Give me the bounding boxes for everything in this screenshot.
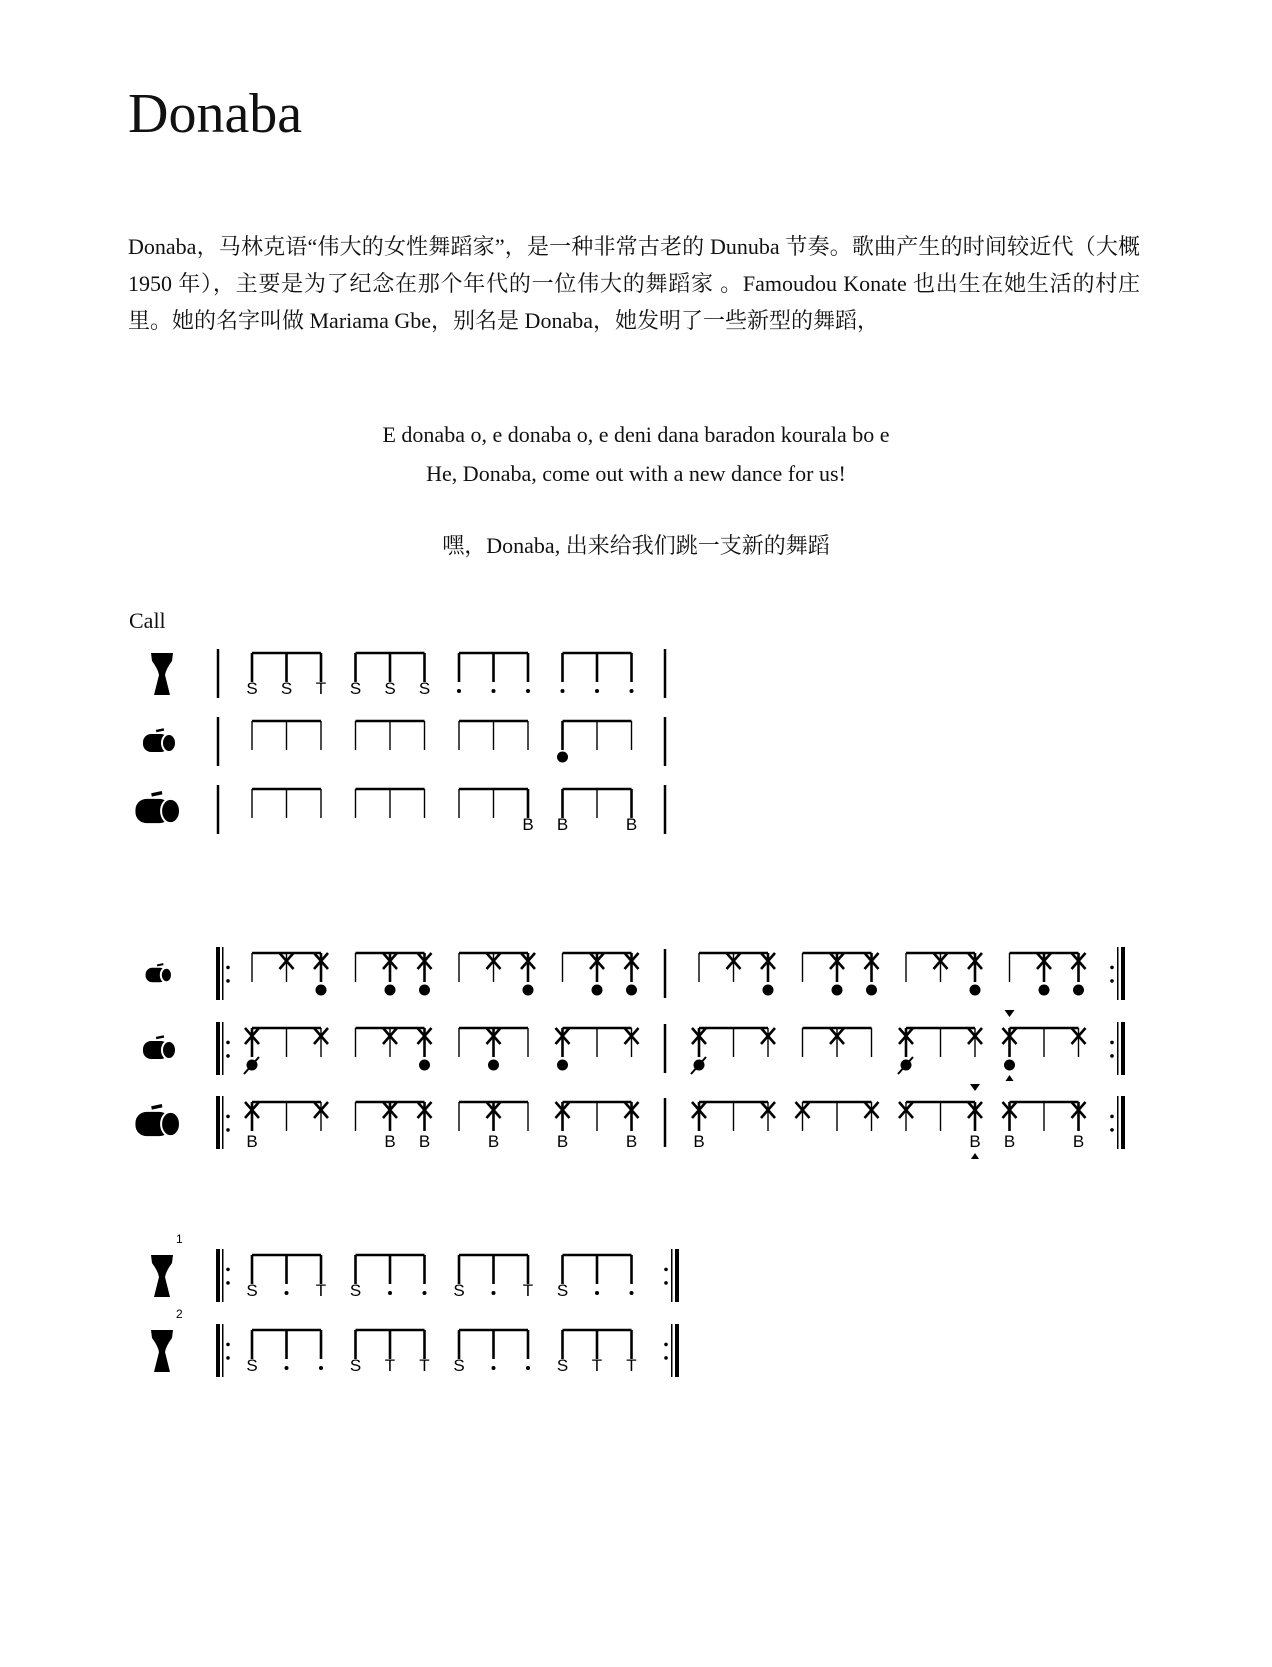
measure (246, 1255, 326, 1300)
stroke-letter-s: S (556, 1281, 569, 1300)
djembe-icon (151, 1330, 173, 1372)
bell-x-mark (727, 953, 741, 969)
rest-dot (492, 1366, 496, 1370)
rest-dot (526, 689, 530, 693)
bell-x-mark (625, 953, 639, 969)
rest-dot (630, 689, 634, 693)
measure (691, 1028, 775, 1074)
section-main-rhythm (135, 947, 1125, 1159)
lyric-line-english: He, Donaba, come out with a new dance for us! (426, 461, 846, 486)
open-hit-dot (488, 1060, 499, 1071)
open-hit-dot (832, 985, 843, 996)
staff-row (151, 649, 665, 698)
open-hit-dot (626, 985, 637, 996)
measure (244, 1028, 328, 1074)
measure (459, 1102, 528, 1151)
measure (245, 1102, 328, 1151)
stroke-letter-s: S (418, 679, 431, 698)
bell-x-mark (590, 953, 604, 969)
rest-dot (492, 689, 496, 693)
bell-x-mark (692, 1102, 706, 1118)
bell-x-mark (1072, 953, 1086, 969)
measure (561, 653, 634, 693)
stroke-letter-s: S (246, 679, 258, 698)
repeat-start-sign (216, 947, 230, 1000)
staff-row (143, 717, 665, 766)
stroke-letter-b: B (1072, 1132, 1085, 1151)
measure (556, 1102, 639, 1151)
stroke-letter-t: T (419, 1356, 430, 1375)
stroke-letter-s: S (453, 1281, 465, 1300)
measure (556, 1028, 639, 1071)
accent-up-icon (1006, 1075, 1014, 1081)
measure (356, 789, 425, 818)
variation-number: 1 (176, 1232, 183, 1246)
repeat-end-sign (664, 1324, 679, 1377)
stroke-letter-t: T (384, 1356, 396, 1375)
djembe-icon (151, 1255, 173, 1297)
measure (899, 1084, 982, 1159)
measure (557, 1330, 637, 1375)
staff-row (135, 785, 665, 834)
sangban-icon (143, 728, 176, 752)
measure (350, 1330, 430, 1375)
stroke-letter-s: S (349, 679, 362, 698)
lyric-line-malinke: E donaba o, e donaba o, e deni dana baradon kourala bo e (382, 422, 890, 447)
accent-down-icon (1005, 1010, 1015, 1017)
open-hit-dot (316, 985, 327, 996)
stroke-letter-s: S (280, 679, 293, 698)
bell-x-mark (934, 953, 948, 969)
stroke-letter-b: B (487, 1132, 500, 1151)
rest-dot (457, 689, 461, 693)
bell-x-mark (968, 1102, 982, 1118)
stroke-letter-t: T (522, 1281, 534, 1300)
bell-x-mark (487, 953, 501, 969)
rest-dot (285, 1366, 289, 1370)
bell-x-mark (314, 1102, 328, 1118)
open-hit-dot (763, 985, 774, 996)
open-hit-dot (523, 985, 534, 996)
repeat-start-sign (216, 1022, 230, 1075)
open-hit-dot (557, 752, 568, 763)
bell-x-mark (968, 953, 982, 969)
dundunba-icon (135, 1104, 180, 1136)
rest-dot (319, 1366, 323, 1370)
measure (557, 1255, 634, 1300)
open-hit-dot (419, 985, 430, 996)
stroke-letter-b: B (693, 1132, 705, 1151)
measure (350, 1255, 427, 1300)
open-hit-dot (247, 1060, 258, 1071)
stroke-letter-b: B (1003, 1132, 1016, 1151)
staff-row (146, 947, 1125, 1000)
bell-x-mark (383, 953, 397, 969)
repeat-end-sign (1110, 1096, 1125, 1149)
measure (906, 953, 982, 996)
rest-dot (595, 1291, 599, 1295)
bell-x-mark (625, 1028, 639, 1044)
bell-x-mark (830, 953, 844, 969)
open-hit-dot (866, 985, 877, 996)
bell-x-mark (521, 953, 535, 969)
measure (356, 953, 432, 996)
staff-row (135, 1084, 1125, 1159)
rest-dot (595, 689, 599, 693)
rest-dot (561, 689, 565, 693)
repeat-end-sign (1110, 1022, 1125, 1075)
measure (803, 1028, 872, 1057)
bell-x-mark (418, 1028, 432, 1044)
rest-dot (630, 1291, 634, 1295)
bell-x-mark (1003, 1102, 1017, 1118)
measure (453, 1255, 533, 1300)
bell-x-mark (314, 1028, 328, 1044)
mute-slash (244, 1057, 259, 1074)
measure (898, 1028, 982, 1074)
section-call (135, 649, 665, 834)
kenkeni-icon (146, 963, 172, 982)
accent-up-icon (971, 1153, 979, 1159)
repeat-start-sign (216, 1249, 230, 1302)
measure (1010, 953, 1086, 996)
stroke-letter-s: S (384, 679, 396, 698)
stroke-letter-b: B (522, 815, 534, 834)
measure (459, 953, 535, 996)
measure (459, 721, 528, 750)
measure (457, 653, 530, 693)
rest-dot (423, 1291, 427, 1295)
stroke-letter-b: B (246, 1132, 258, 1151)
rest-dot (285, 1291, 289, 1295)
bell-x-mark (899, 1028, 913, 1044)
bell-x-mark (761, 1102, 775, 1118)
stroke-letter-t: T (315, 1281, 327, 1300)
measure (246, 1330, 323, 1375)
measure (1003, 1010, 1086, 1081)
intro-paragraph: Donaba，马林克语“伟大的女性舞蹈家”，是一种非常古老的 Dunuba 节奏。歌曲产生的时间较近代（大概 1950 年），主要是为了纪念在那个年代的一位伟大的舞蹈家 。Famoudou Konate 也出生在她生活的村庄里。她的名字叫做 Mariama Gbe，别名是 Donaba，她发明了一些新型的舞蹈， (128, 234, 1140, 333)
bell-x-mark (418, 953, 432, 969)
measure (803, 953, 879, 996)
dundunba-icon (135, 791, 180, 823)
stroke-letter-t: T (315, 679, 327, 698)
bell-x-mark (1072, 1102, 1086, 1118)
stroke-letter-b: B (625, 815, 638, 834)
sangban-icon (143, 1035, 176, 1059)
measure (563, 953, 639, 996)
measure (699, 953, 775, 996)
bell-x-mark (865, 953, 879, 969)
measure (557, 789, 637, 834)
measure (252, 721, 321, 750)
stroke-letter-b: B (556, 815, 569, 834)
stroke-letter-t: T (626, 1356, 637, 1375)
bell-x-mark (556, 1028, 570, 1044)
section-djembe-accompaniment (151, 1232, 679, 1377)
bell-x-mark (487, 1028, 501, 1044)
rest-dot (526, 1366, 530, 1370)
rest-dot (388, 1291, 392, 1295)
bell-x-mark (625, 1102, 639, 1118)
mute-slash (898, 1057, 913, 1074)
bell-x-mark (865, 1102, 879, 1118)
open-hit-dot (694, 1060, 705, 1071)
stroke-letter-t: T (591, 1356, 603, 1375)
measure (1003, 1102, 1086, 1151)
bell-x-mark (383, 1028, 397, 1044)
open-hit-dot (970, 985, 981, 996)
measure (356, 721, 425, 750)
bell-x-mark (968, 1028, 982, 1044)
bell-x-mark (487, 1102, 501, 1118)
open-hit-dot (419, 1060, 430, 1071)
bell-x-mark (899, 1102, 913, 1118)
bell-x-mark (280, 953, 294, 969)
repeat-start-sign (216, 1096, 230, 1149)
measure (453, 1330, 530, 1375)
repeat-end-sign (1110, 947, 1125, 1000)
bell-x-mark (761, 1028, 775, 1044)
bell-x-mark (245, 1102, 259, 1118)
bell-x-mark (314, 953, 328, 969)
stroke-letter-s: S (453, 1356, 465, 1375)
measure (356, 1028, 432, 1071)
bell-x-mark (1072, 1028, 1086, 1044)
bell-x-mark (1037, 953, 1051, 969)
measure (692, 1102, 775, 1151)
variation-number: 2 (176, 1307, 183, 1321)
bell-x-mark (245, 1028, 259, 1044)
stroke-letter-s: S (556, 1356, 569, 1375)
bell-x-mark (556, 1102, 570, 1118)
rest-dot (492, 1291, 496, 1295)
measure (252, 789, 321, 818)
open-hit-dot (385, 985, 396, 996)
repeat-start-sign (216, 1324, 230, 1377)
staff-row (143, 1010, 1125, 1081)
stroke-letter-b: B (418, 1132, 431, 1151)
stroke-letter-s: S (246, 1281, 258, 1300)
stroke-letter-s: S (246, 1356, 258, 1375)
stroke-letter-s: S (349, 1281, 362, 1300)
open-hit-dot (592, 985, 603, 996)
accent-down-icon (970, 1084, 980, 1091)
stroke-letter-b: B (384, 1132, 396, 1151)
bell-x-mark (418, 1102, 432, 1118)
measure (459, 1028, 528, 1071)
measure (459, 789, 534, 834)
stroke-letter-b: B (556, 1132, 569, 1151)
open-hit-dot (901, 1060, 912, 1071)
open-hit-dot (1004, 1060, 1015, 1071)
open-hit-dot (1039, 985, 1050, 996)
measure (252, 953, 328, 996)
open-hit-dot (1073, 985, 1084, 996)
bell-x-mark (692, 1028, 706, 1044)
measure (350, 653, 430, 698)
bell-x-mark (796, 1102, 810, 1118)
staff-row (151, 1232, 679, 1302)
repeat-end-sign (664, 1249, 679, 1302)
measure (796, 1102, 879, 1131)
open-hit-dot (557, 1060, 568, 1071)
bell-x-mark (761, 953, 775, 969)
lyric-line-chinese: 嘿，Donaba, 出来给我们跳一支新的舞蹈 (442, 533, 830, 558)
stroke-letter-b: B (969, 1132, 981, 1151)
stroke-letter-s: S (349, 1356, 362, 1375)
staff-row (151, 1307, 679, 1377)
measure (356, 1102, 432, 1151)
mute-slash (691, 1057, 706, 1074)
bell-x-mark (383, 1102, 397, 1118)
call-section-label: Call (129, 608, 166, 633)
measure (246, 653, 326, 698)
measure (557, 721, 632, 763)
document-title: Donaba (128, 83, 303, 145)
bell-x-mark (1003, 1028, 1017, 1044)
stroke-letter-b: B (625, 1132, 638, 1151)
djembe-icon (151, 653, 173, 695)
bell-x-mark (830, 1028, 844, 1044)
